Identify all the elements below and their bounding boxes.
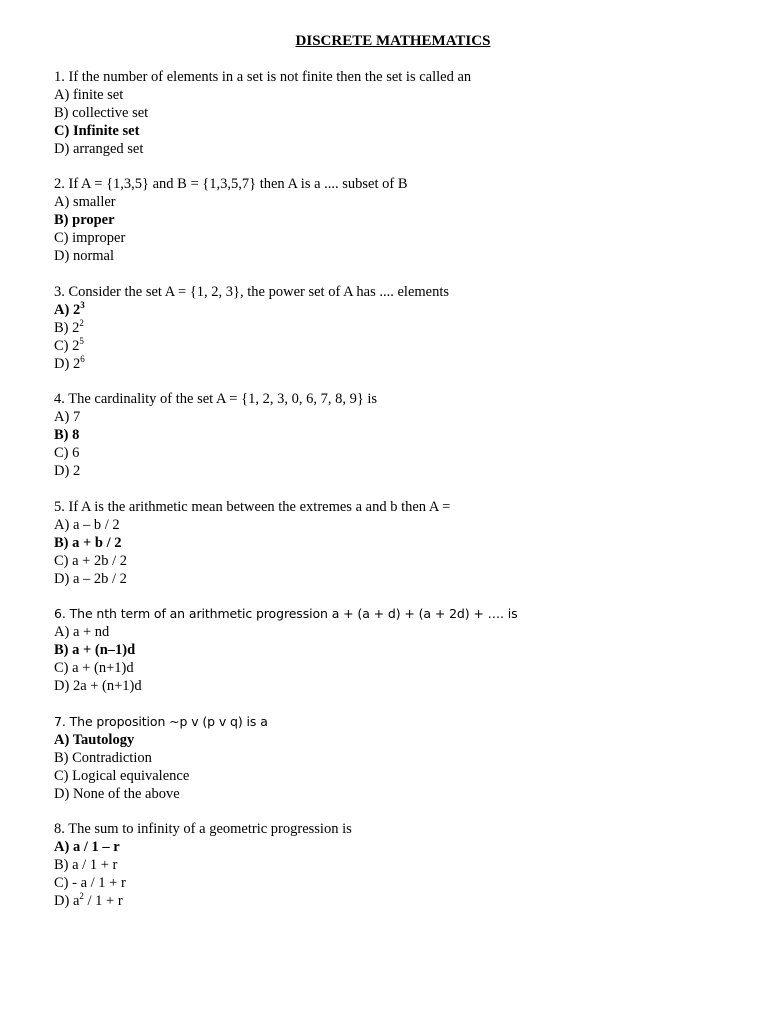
option-d: D) arranged set [54, 141, 144, 157]
option-b: B) a / 1 + r [54, 857, 118, 873]
option-d: D) $2^6$ [54, 354, 85, 372]
option-d: D) 2a + (n+1)d [54, 678, 142, 694]
question-1 [54, 68, 744, 158]
option-c-correct: C) Infinite set [54, 123, 140, 139]
option-a-correct: A) a / 1 – r [54, 839, 120, 855]
question-text: 1. If the number of elements in a set is not finite then the set is called an [54, 69, 472, 85]
question-3 [54, 283, 744, 373]
question-text: 4. The cardinality of the set A = {1, 2, 3, 0, 6, 7, 8, 9} is [54, 391, 378, 407]
question-7 [54, 713, 744, 803]
document-title: DISCRETE MATHEMATICS [295, 33, 491, 49]
option-d: D) 2 [54, 463, 81, 479]
question-text: 7. The proposition ~p v (p v q) is a [54, 714, 268, 729]
option-a: A) a + nd [54, 624, 110, 640]
option-c: C) a + (n+1)d [54, 660, 134, 676]
option-c: C) $2^5$ [54, 336, 84, 354]
option-b: B) collective set [54, 105, 149, 121]
question-2 [54, 175, 744, 265]
question-text: 6. The nth term of an arithmetic progression a + (a + d) + (a + 2d) + …. is [54, 606, 518, 621]
question-4 [54, 390, 744, 480]
option-d: D) a – 2b / 2 [54, 571, 127, 587]
question-text: 3. Consider the set A = {1, 2, 3}, the power set of A has .... elements [54, 284, 450, 300]
option-a: A) a – b / 2 [54, 517, 120, 533]
question-8 [54, 820, 744, 910]
option-b: B) Contradiction [54, 750, 152, 766]
option-a-correct: A) Tautology [54, 732, 135, 748]
option-c: C) Logical equivalence [54, 768, 190, 784]
option-b-correct: B) proper [54, 212, 115, 228]
option-c: C) - a / 1 + r [54, 875, 126, 891]
option-c: C) a + 2b / 2 [54, 553, 128, 569]
option-b-correct: B) 8 [54, 427, 80, 443]
option-c: C) 6 [54, 445, 80, 461]
question-text: 2. If A = {1,3,5} and B = {1,3,5,7} then A is a .... subset of B [54, 176, 408, 192]
question-text: 5. If A is the arithmetic mean between the extremes a and b then A = [54, 499, 451, 515]
question-text: 8. The sum to infinity of a geometric progression is [54, 821, 352, 837]
option-d: D) $a^2 / 1 + r$ [54, 891, 123, 909]
option-b-correct: B) a + (n–1)d [54, 642, 136, 658]
option-b: B) $2^2$ [54, 318, 84, 336]
option-d: D) None of the above [54, 786, 180, 802]
option-a-correct: A) $2^3$ [54, 300, 85, 318]
option-b-correct: B) a + b / 2 [54, 535, 122, 551]
option-a: A) finite set [54, 87, 124, 103]
option-c: C) improper [54, 230, 126, 246]
question-6 [54, 605, 744, 695]
option-d: D) normal [54, 248, 115, 264]
option-a: A) 7 [54, 409, 81, 425]
option-a: A) smaller [54, 194, 116, 210]
question-5 [54, 498, 744, 588]
